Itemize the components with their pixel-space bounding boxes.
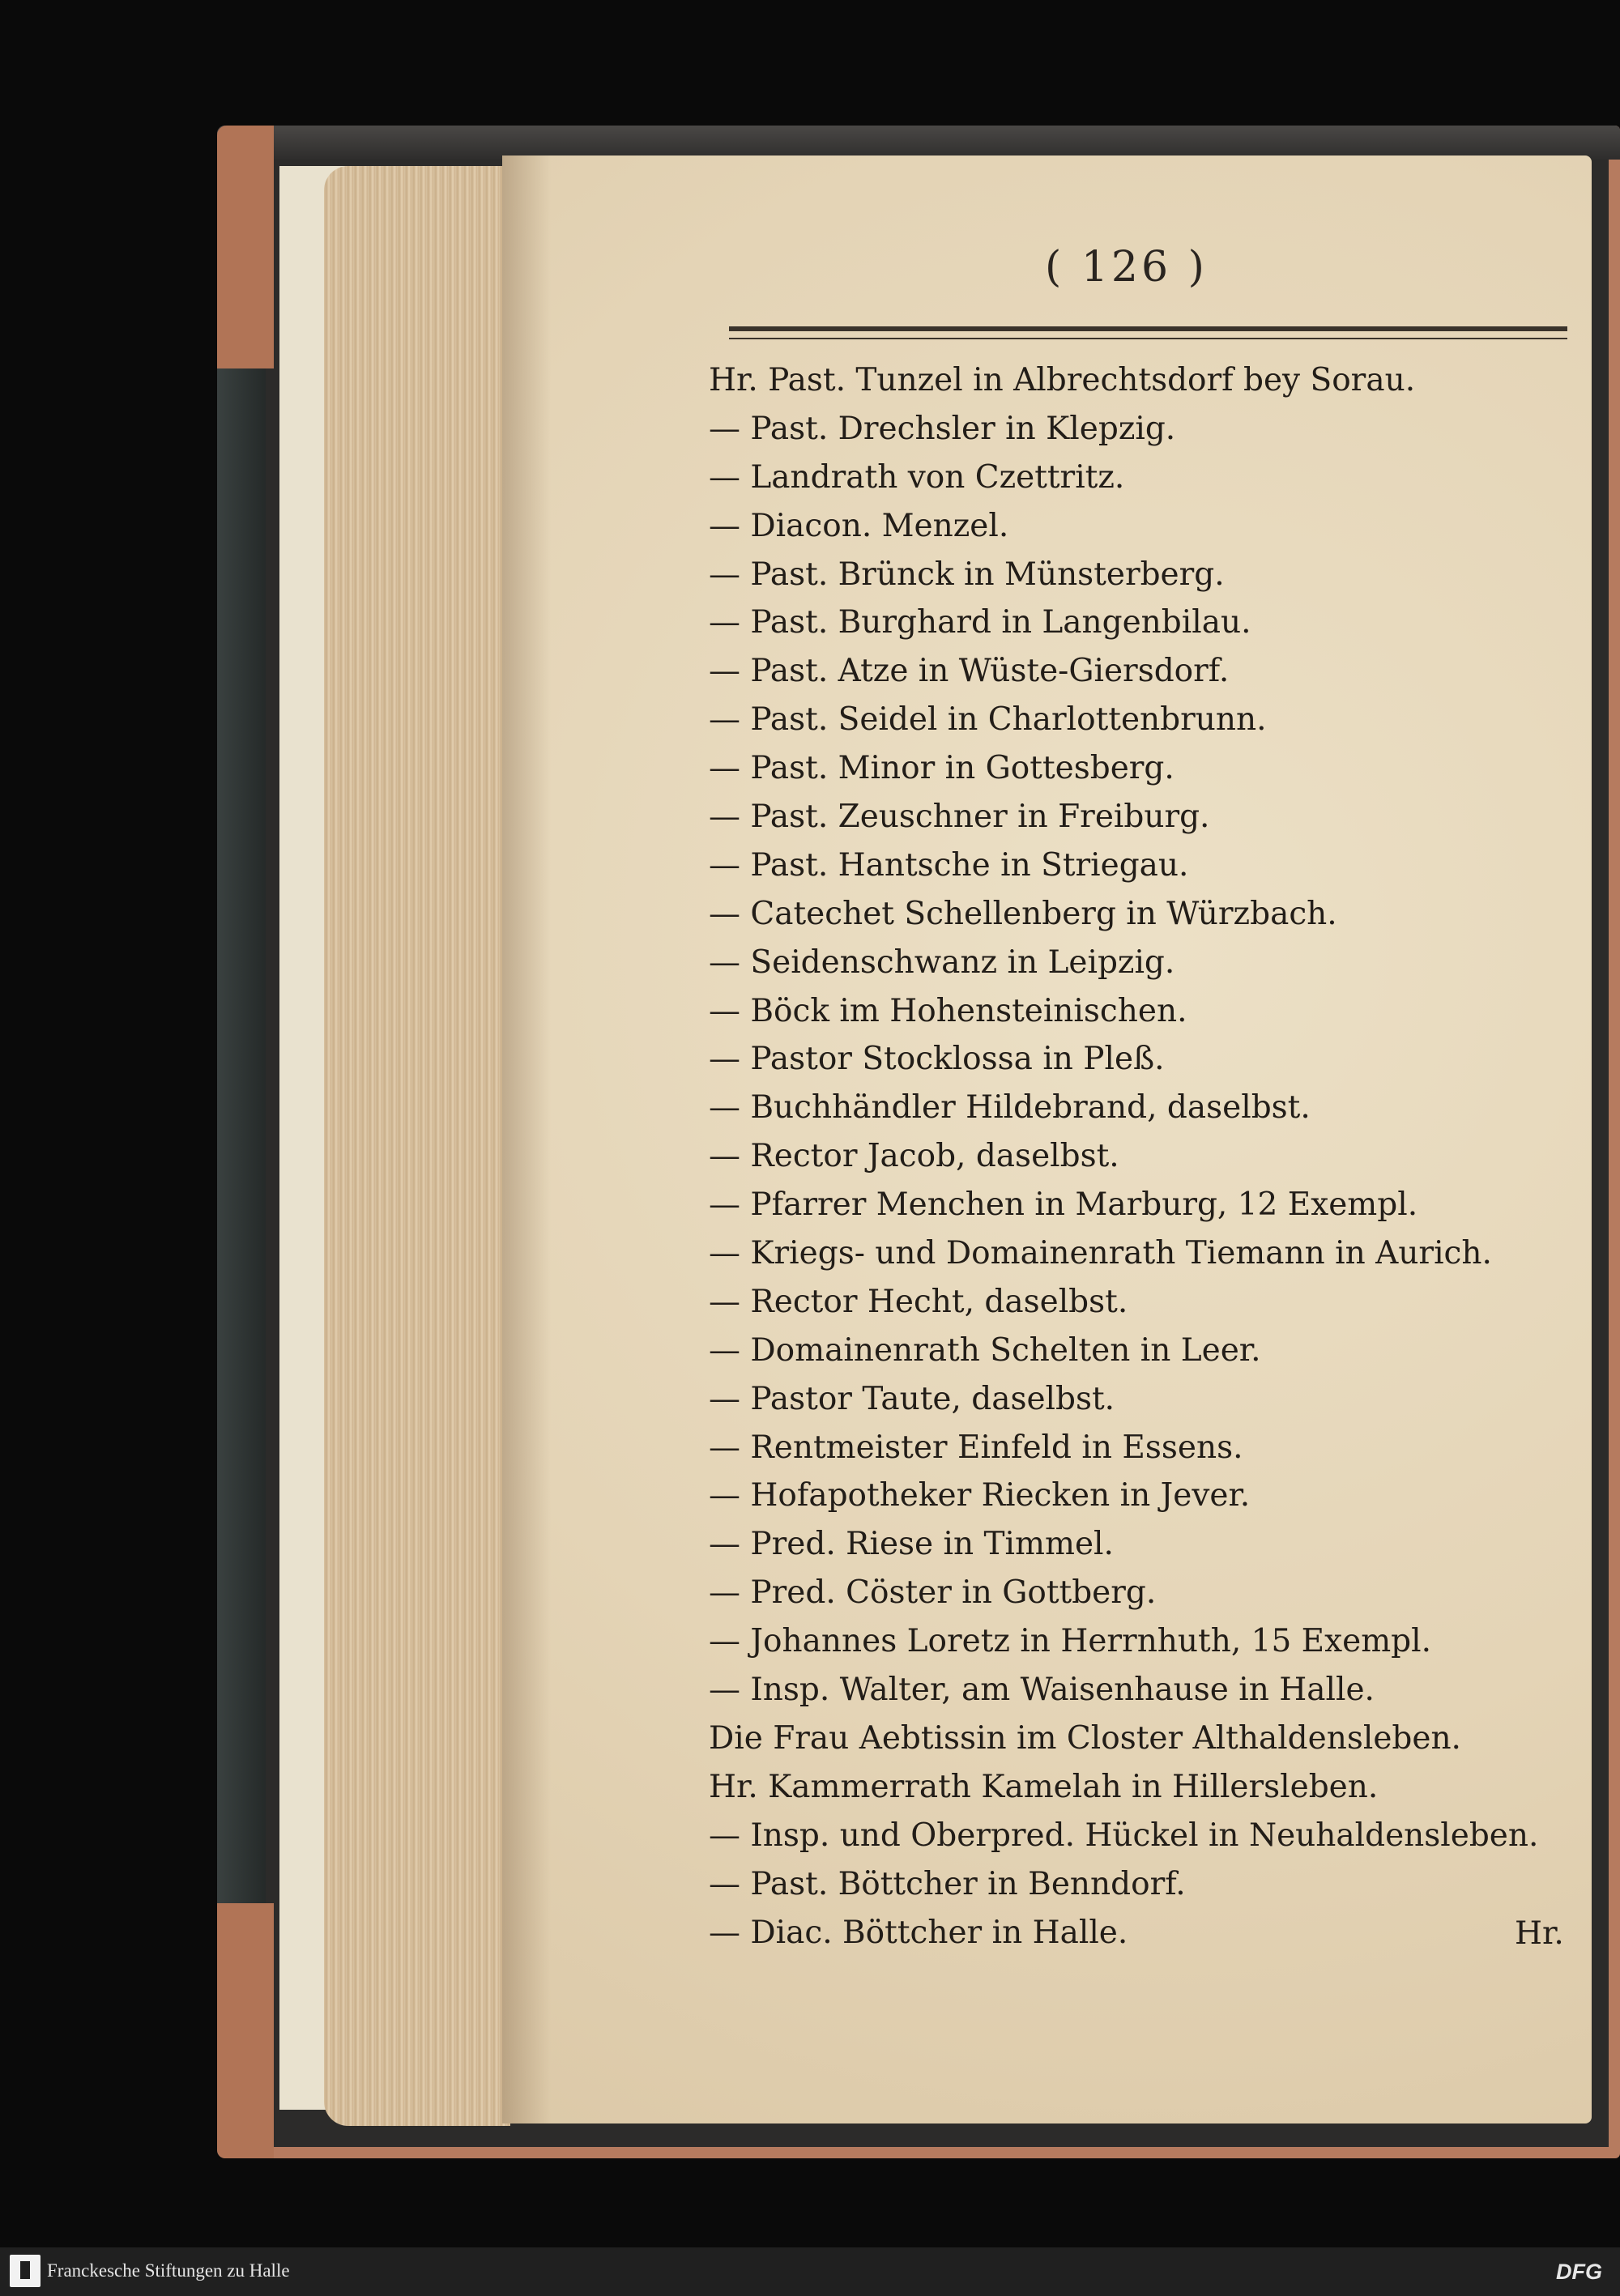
list-item: — Insp. und Oberpred. Hückel in Neuhaldensleben. [709, 1817, 1539, 1854]
list-item: — Rentmeister Einfeld in Essens. [709, 1429, 1243, 1466]
list-item: — Insp. Walter, am Waisenhause in Halle. [709, 1672, 1375, 1709]
list-item: — Past. Zeuschner in Freiburg. [709, 799, 1210, 836]
list-item: — Diacon. Menzel. [709, 507, 1009, 544]
catchword: Hr. [1515, 1915, 1564, 1952]
list-item: — Pastor Stocklossa in Pleß. [709, 1041, 1165, 1078]
leather-corner-top [217, 126, 274, 368]
list-item: — Past. Seidel in Charlottenbrunn. [709, 701, 1267, 739]
leather-corner-bottom [217, 1903, 274, 2158]
list-item: — Rector Jacob, daselbst. [709, 1138, 1119, 1175]
page-gutter-shadow [502, 155, 551, 2123]
list-item: — Past. Drechsler in Klepzig. [709, 410, 1176, 447]
list-item: — Past. Atze in Wüste-Giersdorf. [709, 653, 1230, 690]
list-item: — Catechet Schellenberg in Würzbach. [709, 895, 1337, 932]
list-item: — Pastor Taute, daselbst. [709, 1380, 1115, 1417]
list-item: — Seidenschwanz in Leipzig. [709, 944, 1175, 981]
list-item: — Kriegs- und Domainenrath Tiemann in Aurich. [709, 1235, 1492, 1272]
list-item: — Johannes Loretz in Herrnhuth, 15 Exempl. [709, 1623, 1432, 1660]
header-rule [729, 326, 1567, 339]
list-item: Die Frau Aebtissin im Closter Althaldensleben. [709, 1719, 1461, 1757]
list-item: — Past. Burghard in Langenbilau. [709, 604, 1251, 641]
list-item: — Pred. Cöster in Gottberg. [709, 1574, 1157, 1612]
list-item: — Pfarrer Menchen in Marburg, 12 Exempl. [709, 1186, 1418, 1224]
list-item: — Diac. Böttcher in Halle. [709, 1914, 1128, 1951]
list-item: — Hofapotheker Riecken in Jever. [709, 1477, 1251, 1514]
list-item: — Buchhändler Hildebrand, daselbst. [709, 1089, 1311, 1127]
list-item: Hr. Past. Tunzel in Albrechtsdorf bey Sorau. [709, 362, 1416, 398]
list-item: — Böck im Hohensteinischen. [709, 992, 1187, 1029]
list-item: — Past. Brünck in Münsterberg. [709, 556, 1225, 593]
subscriber-list [709, 356, 1584, 1957]
list-item: — Past. Hantsche in Striegau. [709, 846, 1189, 884]
dfg-logo: DFG [1556, 2260, 1602, 2284]
book-spine-edge [217, 243, 266, 2025]
book-cover-top-edge [217, 126, 1620, 160]
list-item: — Past. Minor in Gottesberg. [709, 750, 1174, 787]
list-item: — Past. Böttcher in Benndorf. [709, 1865, 1186, 1902]
list-item: Hr. Kammerrath Kamelah in Hillersleben. [709, 1768, 1379, 1805]
page-number: ( 126 ) [1045, 243, 1208, 292]
page-edges [324, 166, 510, 2126]
institution-logo-icon [10, 2255, 40, 2287]
list-item: — Domainenrath Schelten in Leer. [709, 1331, 1261, 1369]
list-item: — Pred. Riese in Timmel. [709, 1526, 1114, 1563]
institution-name: Franckesche Stiftungen zu Halle [47, 2260, 290, 2281]
list-item: — Landrath von Czettritz. [709, 458, 1125, 496]
list-item: — Rector Hecht, daselbst. [709, 1283, 1128, 1320]
